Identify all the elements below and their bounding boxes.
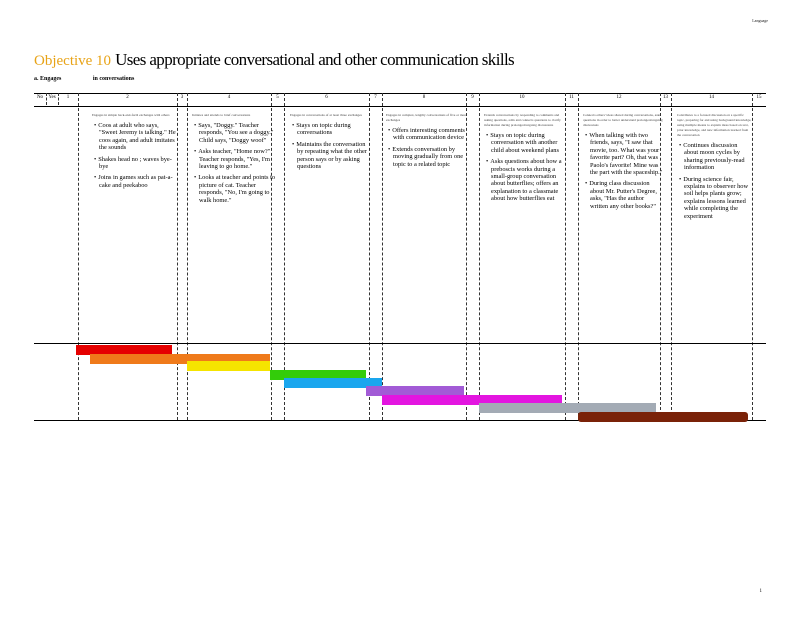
column-divider <box>177 93 178 420</box>
level-indicator: Extends conversations by responding to comments and asking questions, adds and connects questions to clarify information during prolonged/ongoing discussions <box>484 113 561 127</box>
dimension-part1: Engages <box>40 76 62 82</box>
objective-number: Objective 10 <box>34 53 112 69</box>
column-divider <box>565 93 566 420</box>
column-number: 5 <box>276 95 279 100</box>
column-divider <box>671 93 672 420</box>
level-example: • Continues discussion about moon cycles by sharing previously-read information <box>677 142 752 172</box>
level-example: • Joins in games such as pat-a-cake and peekaboo <box>92 174 176 189</box>
column-number: 14 <box>709 95 714 100</box>
column-number: 7 <box>374 95 377 100</box>
column-number: No <box>36 95 44 100</box>
column-number: 4 <box>227 95 231 100</box>
column-number: Yes <box>48 95 56 100</box>
color-band-yellow <box>187 361 270 371</box>
level-example: • Shakes head no ; waves bye-bye <box>92 156 176 171</box>
level-indicator: Contributes to a focused discussion on a specific topic, preparing for and using background knowledge, using multiple means to explain ideas based on text, prior knowledge, and new information learned from the conversation <box>677 113 752 137</box>
column-number: 8 <box>422 95 426 100</box>
row-divider <box>34 343 766 344</box>
level-example: • Looks at teacher and points to picture of cat. Teacher responds, "No, I'm going to walk home." <box>192 174 276 204</box>
column-divider <box>46 93 47 105</box>
level-example: • Offers interesting comments with communication device <box>386 127 468 142</box>
level-cell <box>290 113 372 170</box>
column-number: 3 <box>180 95 184 100</box>
level-indicator: Engages in simple back-and-forth exchanges with others <box>92 113 170 117</box>
level-example: • Extends conversation by moving gradually from one topic to a related topic <box>386 146 468 168</box>
column-number: 2 <box>126 95 129 100</box>
objective-title <box>34 50 514 70</box>
level-example: • During science fair, explains to observer how soil helps plants grow; explains lessons learned while completing the experiment <box>677 176 752 220</box>
column-number: 6 <box>325 95 328 100</box>
level-example: • Coos at adult who says, "Sweet Jeremy is talking." He coos again, and adult imitates the sounds <box>92 122 176 152</box>
column-divider <box>578 93 579 420</box>
column-number: 12 <box>616 95 622 100</box>
level-example: • Stays on topic during conversation with another child about weekend plans <box>484 132 564 154</box>
level-example: • Asks teacher, "Home now?" Teacher responds, "Yes, I'm leaving to go home." <box>192 148 276 170</box>
level-cell <box>386 113 468 168</box>
page-corner-label: Language <box>752 18 768 23</box>
column-divider <box>479 93 480 420</box>
page-number: 1 <box>759 589 762 594</box>
level-indicator: Connects others' ideas shared during conversations, asks questions in order to better understand prolonged/ongoing discussions <box>583 113 663 127</box>
column-divider <box>382 93 383 420</box>
level-indicator: Engages in complex, lengthy conversations of five or more exchanges <box>386 113 468 122</box>
level-cell <box>192 113 276 204</box>
level-example: • During class discussion about Mr. Putter's Degree, asks, "Has the author written any other books?" <box>583 180 663 210</box>
column-number: 15 <box>756 95 762 100</box>
objective-text: Uses appropriate conversational and other communication skills <box>115 50 515 69</box>
level-example: • Says, "Doggy." Teacher responds, "You see a doggy." Child says, "Doggy woof" <box>192 122 276 144</box>
column-divider <box>78 93 79 420</box>
column-number: 9 <box>471 95 474 100</box>
level-example: • Stays on topic during conversations <box>290 122 372 137</box>
color-band-brown <box>578 412 748 422</box>
level-indicator: Initiates and attends to brief conversations <box>192 113 251 117</box>
column-number: 13 <box>663 95 668 100</box>
dimension-heading <box>34 76 134 82</box>
level-example: • Asks questions about how a preboscis works during a small-group conversation about butterflies; offers an explanation to a classmate about how butterflies eat <box>484 158 564 202</box>
level-cell <box>92 113 176 189</box>
level-example: • Maintains the conversation by repeating what the other person says or by asking questions <box>290 141 372 171</box>
column-number: 11 <box>569 95 574 100</box>
level-cell <box>583 113 663 210</box>
column-divider <box>58 93 59 105</box>
dimension-part2: in conversations <box>92 76 135 82</box>
level-indicator: Engages in conversations of at least three exchanges <box>290 113 363 117</box>
level-cell <box>484 113 564 203</box>
column-number: 10 <box>519 95 525 100</box>
level-example: • When talking with two friends, says, "I saw that movie, too. What was your favorite part? Oh, that was Paolo's favorite! Mine was the part with the spaceship." <box>583 132 663 176</box>
column-divider <box>752 93 753 420</box>
column-number: 1 <box>66 95 70 100</box>
dimension-letter: a. <box>34 76 39 82</box>
level-cell <box>677 113 752 220</box>
